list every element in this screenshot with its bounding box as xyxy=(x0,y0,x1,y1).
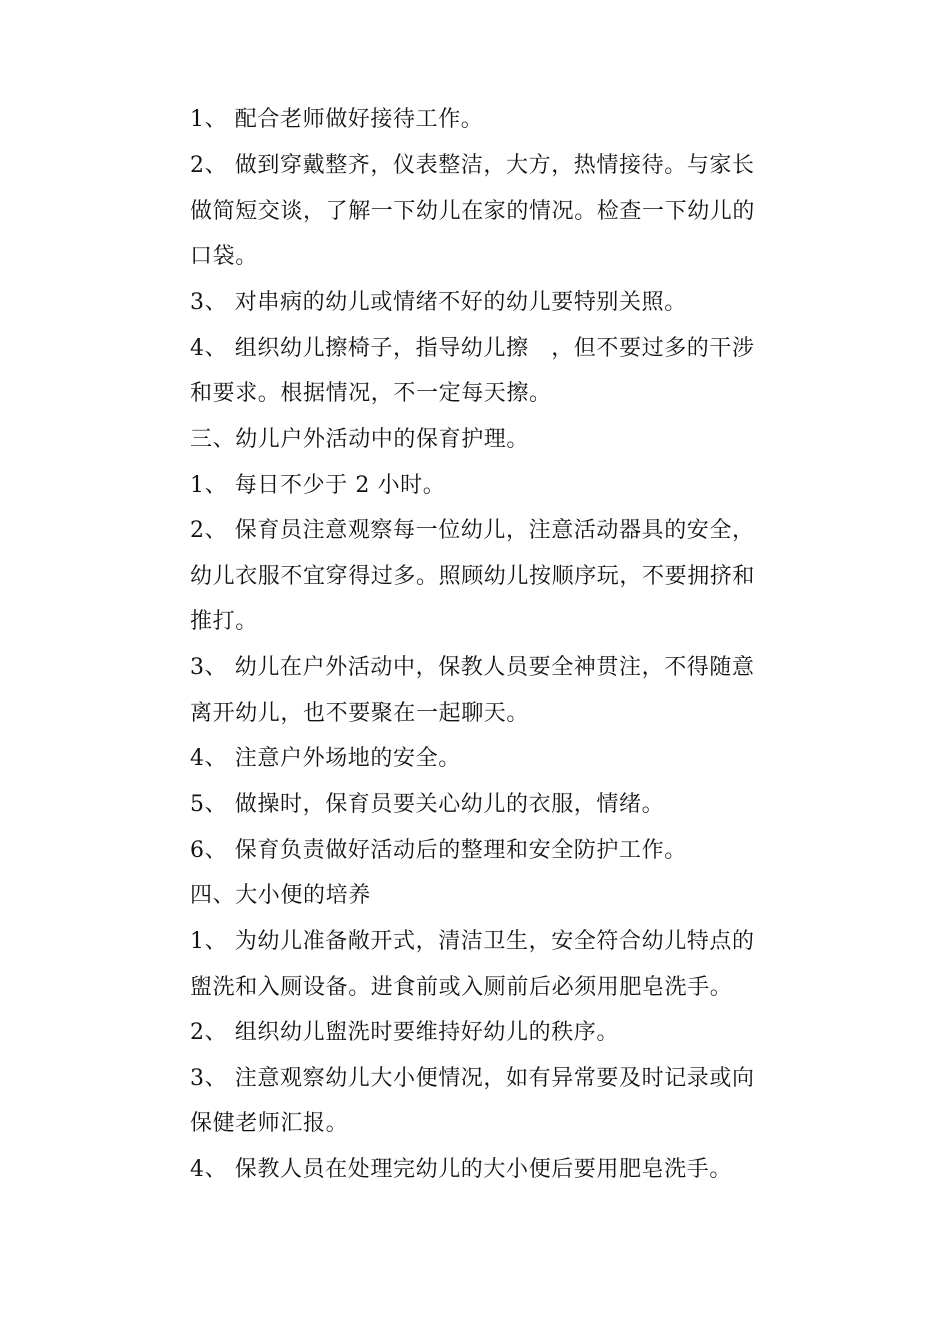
text-line: 4、 注意户外场地的安全。 xyxy=(190,746,461,771)
text-line: 和要求。根据情况，不一定每天擦。 xyxy=(190,381,552,406)
text-line: 口袋。 xyxy=(190,244,258,269)
text-line: 保健老师汇报。 xyxy=(190,1111,349,1136)
text-line: 1、 配合老师做好接待工作。 xyxy=(190,107,484,132)
text-line: 1、 为幼儿准备敞开式，清洁卫生，安全符合幼儿特点的 xyxy=(190,929,755,954)
text-line: 6、 保育负责做好活动后的整理和安全防护工作。 xyxy=(190,838,687,863)
text-line: 做简短交谈，了解一下幼儿在家的情况。检查一下幼儿的 xyxy=(190,199,756,224)
section-heading: 四、大小便的培养 xyxy=(190,883,371,908)
text-line: 离开幼儿，也不要聚在一起聊天。 xyxy=(190,701,530,726)
text-line: 推打。 xyxy=(190,609,258,634)
text-line: 3、 注意观察幼儿大小便情况，如有异常要及时记录或向 xyxy=(190,1066,755,1091)
text-line: 4、 保教人员在处理完幼儿的大小便后要用肥皂洗手。 xyxy=(190,1157,732,1182)
text-line: 幼儿衣服不宜穿得过多。照顾幼儿按顺序玩，不要拥挤和 xyxy=(190,564,756,589)
text-line: 盥洗和入厕设备。进食前或入厕前后必须用肥皂洗手。 xyxy=(190,975,733,1000)
text-line: 3、 幼儿在户外活动中，保教人员要全神贯注，不得随意 xyxy=(190,655,755,680)
text-line: 2、 组织幼儿盥洗时要维持好幼儿的秩序。 xyxy=(190,1020,619,1045)
text-line: 2、 做到穿戴整齐，仪表整洁，大方，热情接待。与家长 xyxy=(190,153,755,178)
text-line: 3、 对串病的幼儿或情绪不好的幼儿要特别关照。 xyxy=(190,290,687,315)
text-line: 5、 做操时，保育员要关心幼儿的衣服，情绪。 xyxy=(190,792,665,817)
text-line: 4、 组织幼儿擦椅子，指导幼儿擦 ，但不要过多的干涉 xyxy=(190,336,755,361)
text-line: 2、 保育员注意观察每一位幼儿，注意活动器具的安全， xyxy=(190,518,755,543)
text-line: 1、 每日不少于 2 小时。 xyxy=(190,473,446,498)
section-heading: 三、幼儿户外活动中的保育护理。 xyxy=(190,427,530,452)
